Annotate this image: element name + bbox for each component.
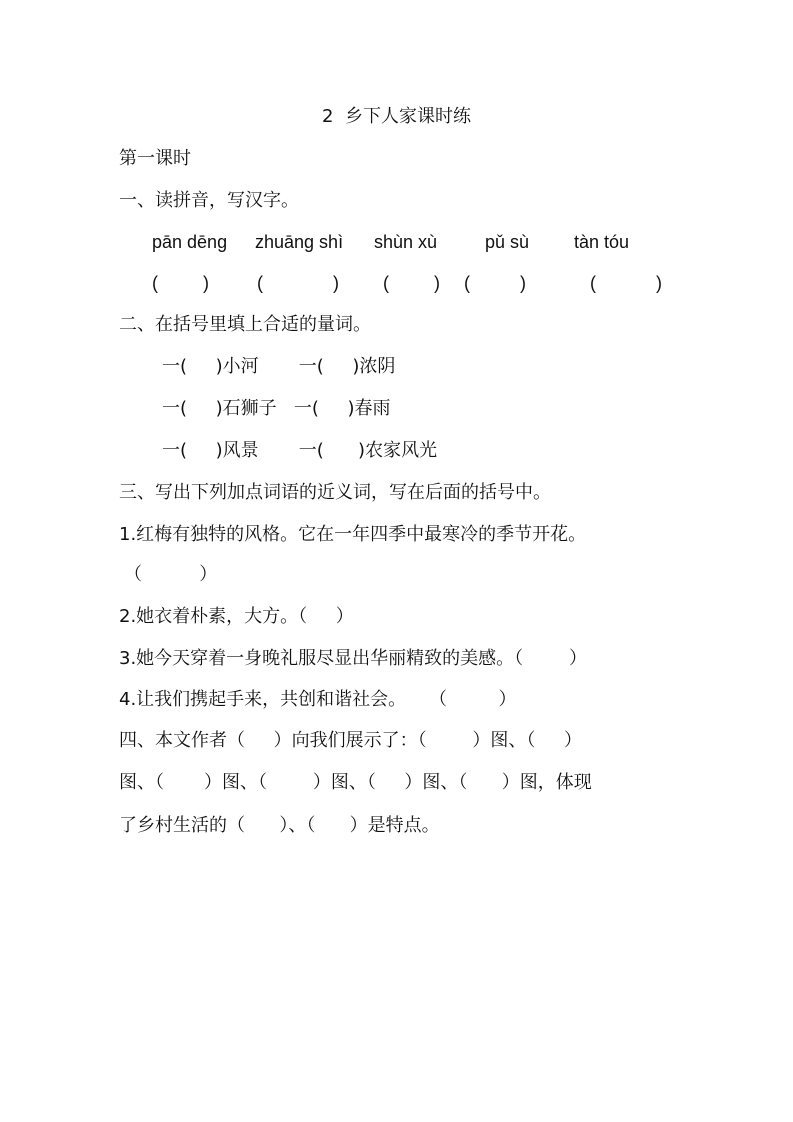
- answer-blank-4[interactable]: ( ): [464, 273, 526, 293]
- page-title: 2 乡下人家课时练: [322, 106, 471, 127]
- section4-line: 四、本文作者（ ）向我们展示了：（ ）图、（ ）: [119, 730, 582, 751]
- measure-word-row: 一( )风景 一( )农家风光: [162, 440, 438, 461]
- answer-blank-2[interactable]: ( ): [257, 273, 340, 293]
- section4-line: 了乡村生活的（ ）、（ ）是特点。: [119, 815, 440, 836]
- section3-heading: 三、写出下列加点词语的近义词，写在后面的括号中。: [119, 482, 551, 503]
- pinyin-3: shùn xù: [374, 232, 438, 252]
- section2-heading: 二、在括号里填上合适的量词。: [119, 314, 371, 335]
- section4-line: 图、（ ）图、（ ）图、（ ）图、（ ）图，体现: [119, 772, 592, 793]
- pinyin-5: tàn tóu: [574, 232, 630, 252]
- question-2: 2.她衣着朴素，大方。（ ）: [119, 606, 354, 627]
- measure-word-row: 一( )石狮子 一( )春雨: [162, 398, 391, 419]
- answer-blank[interactable]: （ ）: [124, 564, 218, 585]
- question-1: 1.红梅有独特的风格。它在一年四季中最寒冷的季节开花。: [119, 524, 587, 545]
- answer-blank-5[interactable]: ( ): [590, 273, 662, 293]
- question-3: 3.她今天穿着一身晚礼服尽显出华丽精致的美感。（ ）: [119, 648, 587, 669]
- lesson-label: 第一课时: [119, 148, 191, 169]
- question-4: 4.让我们携起手来，共创和谐社会。 （ ）: [119, 689, 517, 710]
- measure-word-row: 一( )小河 一( )浓阴: [162, 356, 396, 377]
- pinyin-4: pǔ sù: [485, 232, 530, 252]
- answer-blank-3[interactable]: ( ): [383, 273, 440, 293]
- pinyin-1: pān dēng: [152, 232, 228, 252]
- answer-blank-1[interactable]: ( ): [152, 273, 209, 293]
- pinyin-2: zhuāng shì: [255, 232, 344, 252]
- section1-heading: 一、读拼音，写汉字。: [119, 190, 299, 211]
